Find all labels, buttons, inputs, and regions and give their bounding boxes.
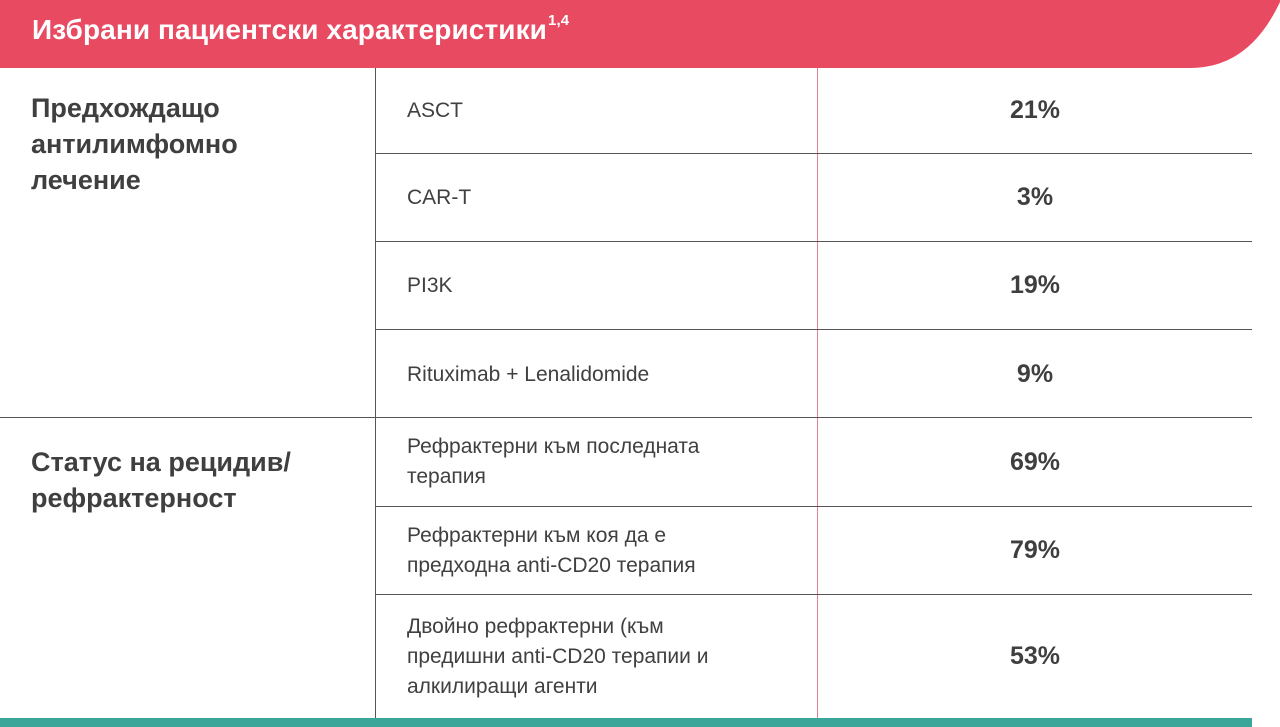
row-value: 19%	[1009, 271, 1061, 299]
row-value: 79%	[1009, 536, 1061, 564]
table-row	[376, 330, 1252, 419]
table-row	[376, 595, 1252, 718]
row-label: Рефрактерни към коя да е предходна anti-CD20 терапия	[407, 523, 696, 577]
table-row	[376, 418, 1252, 506]
table-row	[376, 507, 1252, 594]
row-label: Рефрактерни към последната терапия	[407, 435, 700, 488]
row-label: ASCT	[407, 98, 464, 122]
footer-accent-bar	[0, 718, 1252, 727]
row-label: CAR-T	[407, 185, 472, 209]
table-row	[376, 68, 1252, 153]
row-value: 69%	[1009, 447, 1061, 476]
header-banner	[0, 0, 1280, 68]
row-value: 9%	[1016, 360, 1054, 388]
group-label-prior-treatment: Предхождащо антилимфомно лечение	[31, 93, 238, 195]
row-label: PI3K	[407, 273, 453, 297]
table-row	[376, 242, 1252, 329]
group-label-relapse-status: Статус на рецидив/ рефрактерност	[31, 447, 291, 513]
page-title-text: Избрани пациентски характеристики	[32, 14, 547, 45]
title-reference: 1,4	[548, 11, 570, 29]
row-label: Двойно рефрактерни (към предишни anti-CD20 терапии и алкилиращи агенти	[407, 614, 709, 698]
row-value: 3%	[1016, 183, 1054, 211]
row-value: 53%	[1009, 642, 1061, 670]
table-row	[376, 154, 1252, 241]
row-value: 21%	[1009, 96, 1061, 124]
page-title	[32, 11, 570, 46]
row-label: Rituximab + Lenalidomide	[407, 362, 650, 386]
